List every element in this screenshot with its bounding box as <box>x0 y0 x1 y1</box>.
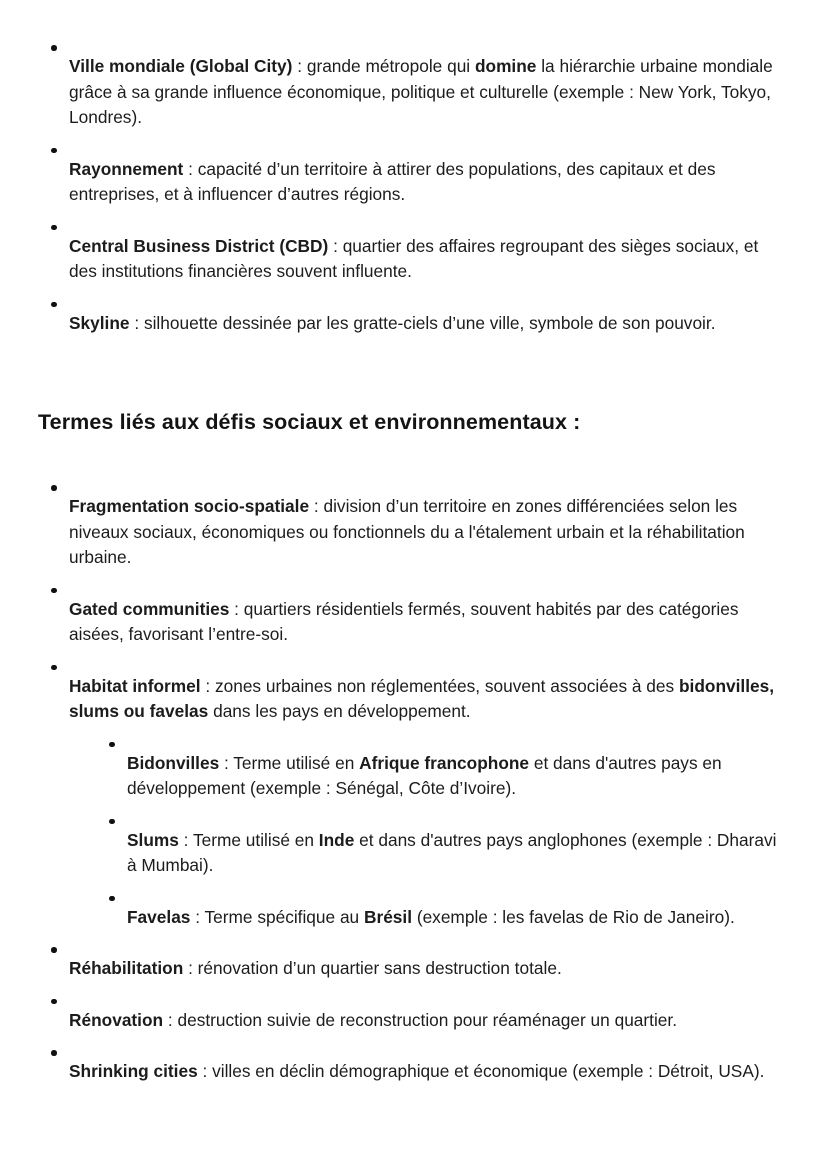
bullet-icon <box>51 947 57 953</box>
glossary-definition-part2: et dans d'autres pays en développement (exemple : Sénégal, Côte d’Ivoire). <box>127 752 722 798</box>
glossary-entry <box>69 658 790 725</box>
glossary-definition-part1: Terme utilisé en <box>192 829 319 850</box>
list-item <box>38 141 790 208</box>
glossary-separator: : <box>178 829 193 850</box>
list-item <box>38 478 790 571</box>
glossary-term: Rénovation <box>69 1009 164 1030</box>
list-item <box>38 295 790 337</box>
glossary-separator: : <box>183 158 198 179</box>
list-item <box>96 735 790 802</box>
glossary-entry <box>69 992 790 1034</box>
glossary-term: Bidonvilles <box>127 752 220 773</box>
glossary-definition-part2: (exemple : les favelas de Rio de Janeiro). <box>412 906 735 927</box>
list-item <box>38 992 790 1034</box>
list-item <box>38 581 790 648</box>
glossary-separator: : <box>309 496 324 516</box>
glossary-entry <box>127 889 790 931</box>
glossary-entry <box>127 812 790 879</box>
list-item <box>96 889 790 931</box>
glossary-list-social-terms <box>38 478 790 1085</box>
glossary-separator: : <box>183 958 198 978</box>
glossary-list-urban-terms <box>38 38 790 336</box>
glossary-separator: : <box>328 235 343 256</box>
glossary-entry <box>69 581 790 648</box>
bullet-icon <box>51 588 57 594</box>
glossary-entry <box>69 38 790 131</box>
glossary-emphasis: Brésil <box>363 906 413 927</box>
glossary-definition: villes en déclin démographique et économique (exemple : Détroit, USA). <box>212 1061 765 1081</box>
glossary-separator: : <box>200 675 215 696</box>
glossary-definition: destruction suivie de reconstruction pour réaménager un quartier. <box>177 1009 678 1030</box>
bullet-icon <box>51 225 57 231</box>
glossary-definition: capacité d’un territoire à attirer des populations, des capitaux et des entreprises, et à influencer d’autres régions. <box>69 158 716 204</box>
glossary-separator: : <box>229 598 244 619</box>
glossary-definition: rénovation d’un quartier sans destruction totale. <box>197 958 562 978</box>
glossary-term: Réhabilitation <box>69 958 184 978</box>
glossary-emphasis: domine <box>474 56 537 76</box>
glossary-term: Central Business District (CBD) <box>69 235 329 256</box>
spacer <box>38 436 790 478</box>
bullet-icon <box>109 742 115 748</box>
glossary-separator: : <box>163 1009 178 1030</box>
glossary-term: Favelas <box>127 906 191 927</box>
list-item <box>38 658 790 931</box>
glossary-definition-part1: Terme spécifique au <box>204 906 364 927</box>
glossary-separator: : <box>292 56 307 76</box>
glossary-separator: : <box>129 312 144 333</box>
glossary-entry <box>69 940 790 982</box>
bullet-icon <box>51 485 57 491</box>
glossary-term: Ville mondiale (Global City) <box>69 56 293 76</box>
glossary-definition: quartier des affaires regroupant des sièges sociaux, et des institutions financières souvent influente. <box>69 235 759 281</box>
glossary-separator: : <box>219 752 234 773</box>
glossary-emphasis: bidonvilles, slums ou favelas <box>69 675 775 721</box>
glossary-term: Skyline <box>69 312 130 333</box>
bullet-icon <box>51 45 57 51</box>
glossary-term: Rayonnement <box>69 158 184 179</box>
glossary-definition-part2: dans les pays en développement. <box>208 701 471 721</box>
section-heading: Termes liés aux défis sociaux et environnementaux : <box>38 410 581 434</box>
glossary-definition-part1: Terme utilisé en <box>233 752 360 773</box>
list-item <box>38 218 790 285</box>
glossary-term: Gated communities <box>69 598 230 619</box>
glossary-term: Fragmentation socio-spatiale <box>69 496 310 516</box>
glossary-entry <box>69 478 790 571</box>
glossary-definition: silhouette dessinée par les gratte-ciels d’une ville, symbole de son pouvoir. <box>143 312 716 333</box>
glossary-emphasis: Afrique francophone <box>359 752 530 773</box>
list-item <box>96 812 790 879</box>
glossary-definition-part1: zones urbaines non réglementées, souvent associées à des <box>214 675 679 696</box>
glossary-term: Habitat informel <box>69 675 201 696</box>
glossary-definition-part1: grande métropole qui <box>306 56 475 76</box>
glossary-entry <box>69 141 790 208</box>
glossary-entry <box>127 735 790 802</box>
bullet-icon <box>51 665 57 671</box>
bullet-icon <box>51 999 57 1005</box>
glossary-definition-part2: et dans d'autres pays anglophones (exemple : Dharavi à Mumbai). <box>127 829 777 875</box>
bullet-icon <box>51 302 57 308</box>
glossary-sublist-informal-housing <box>96 735 790 931</box>
glossary-separator: : <box>197 1061 213 1081</box>
glossary-entry <box>69 218 790 285</box>
list-item <box>38 38 790 131</box>
glossary-definition: division d’un territoire en zones différenciées selon les niveaux sociaux, économiques ou fonctionnels du a l'étalement urbain et la réhabilitation urbaine. <box>69 496 745 567</box>
bullet-icon <box>109 819 115 825</box>
glossary-term: Slums <box>127 829 179 850</box>
glossary-entry <box>69 295 790 337</box>
list-item <box>38 1043 790 1085</box>
glossary-definition: quartiers résidentiels fermés, souvent habités par des catégories aisées, favorisant l’entre-soi. <box>69 598 739 644</box>
list-item <box>38 940 790 982</box>
glossary-separator: : <box>190 906 205 927</box>
spacer <box>38 336 790 408</box>
glossary-term: Shrinking cities <box>69 1061 198 1081</box>
glossary-emphasis: Inde <box>318 829 355 850</box>
bullet-icon <box>51 148 57 154</box>
bullet-icon <box>51 1050 57 1056</box>
glossary-definition-part2: la hiérarchie urbaine mondiale grâce à sa grande influence économique, politique et culturelle (exemple : New York, Tokyo, Londres). <box>69 56 773 127</box>
glossary-entry <box>69 1043 790 1085</box>
bullet-icon <box>109 896 115 902</box>
